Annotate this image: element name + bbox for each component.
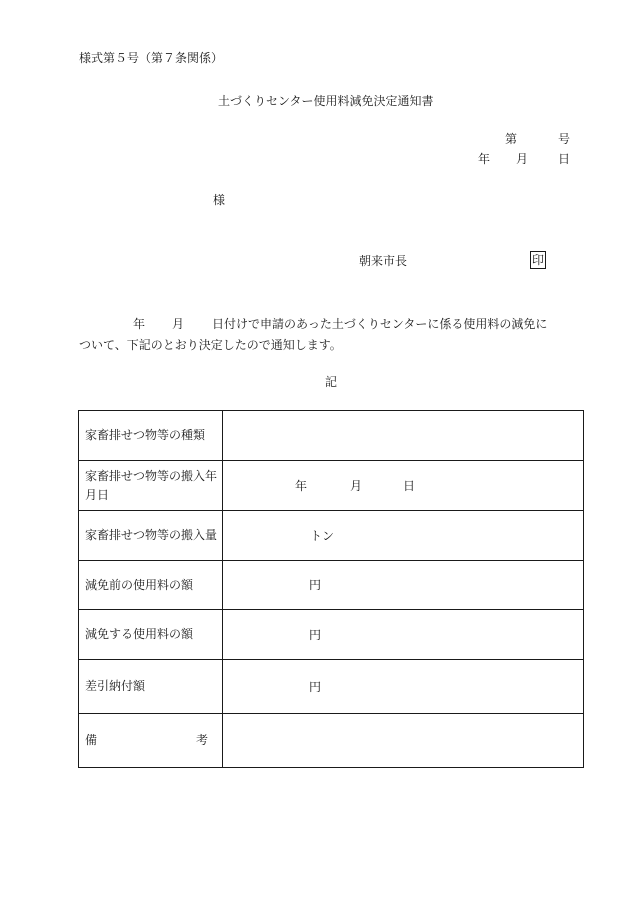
delivery-year-label: 年 xyxy=(295,478,308,493)
body-year-label: 年 xyxy=(133,317,146,331)
body-text-line-2: ついて、下記のとおり決定したので通知します。 xyxy=(79,338,342,352)
row-value-fee-reduction xyxy=(223,610,584,660)
table-row xyxy=(79,561,584,610)
document-title: 土づくりセンター使用料減免決定通知書 xyxy=(218,94,434,108)
document-number-prefix: 第 xyxy=(505,132,518,146)
delivery-month-label: 月 xyxy=(350,478,363,493)
document-number-suffix: 号 xyxy=(558,132,571,146)
form-number: 様式第５号（第７条関係） xyxy=(79,51,224,65)
remarks-label-right: 考 xyxy=(195,733,208,747)
table-row xyxy=(79,511,584,561)
date-day-label: 日 xyxy=(558,152,571,166)
row-label-delivery-date: 家畜排せつ物等の搬入年月日 xyxy=(79,461,223,511)
ki-heading: 記 xyxy=(325,375,338,389)
issuer-name: 朝来市長 xyxy=(359,254,408,268)
unit-ton: トン xyxy=(310,528,335,543)
unit-yen: 円 xyxy=(309,627,322,642)
seal-mark: 印 xyxy=(532,253,545,267)
row-value-fee-before xyxy=(223,561,584,610)
row-label-fee-before: 減免前の使用料の額 xyxy=(79,561,223,610)
table-row xyxy=(79,714,584,768)
row-label-delivery-amount: 家畜排せつ物等の搬入量 xyxy=(79,511,223,561)
table-row xyxy=(79,610,584,660)
delivery-day-label: 日 xyxy=(403,478,416,493)
row-value-delivery-amount xyxy=(223,511,584,561)
unit-yen: 円 xyxy=(309,679,322,694)
row-label-fee-reduction: 減免する使用料の額 xyxy=(79,610,223,660)
row-value-waste-type xyxy=(223,411,584,461)
table-row xyxy=(79,461,584,511)
body-text-rest: 日付けで申請のあった土づくりセンターに係る使用料の減免に xyxy=(212,317,548,331)
row-label-remarks xyxy=(79,714,223,768)
row-value-net-payment xyxy=(223,660,584,714)
row-value-remarks xyxy=(223,714,584,768)
date-year-label: 年 xyxy=(478,152,491,166)
details-table xyxy=(78,410,584,768)
unit-yen: 円 xyxy=(309,578,322,592)
addressee-suffix: 様 xyxy=(213,193,226,207)
remarks-label-left: 備 xyxy=(85,733,98,747)
row-label-net-payment: 差引納付額 xyxy=(79,660,223,714)
row-label-waste-type: 家畜排せつ物等の種類 xyxy=(79,411,223,461)
row-value-delivery-date xyxy=(223,461,584,511)
body-month-label: 月 xyxy=(172,317,185,331)
table-row xyxy=(79,660,584,714)
date-month-label: 月 xyxy=(516,152,529,166)
table-row xyxy=(79,411,584,461)
